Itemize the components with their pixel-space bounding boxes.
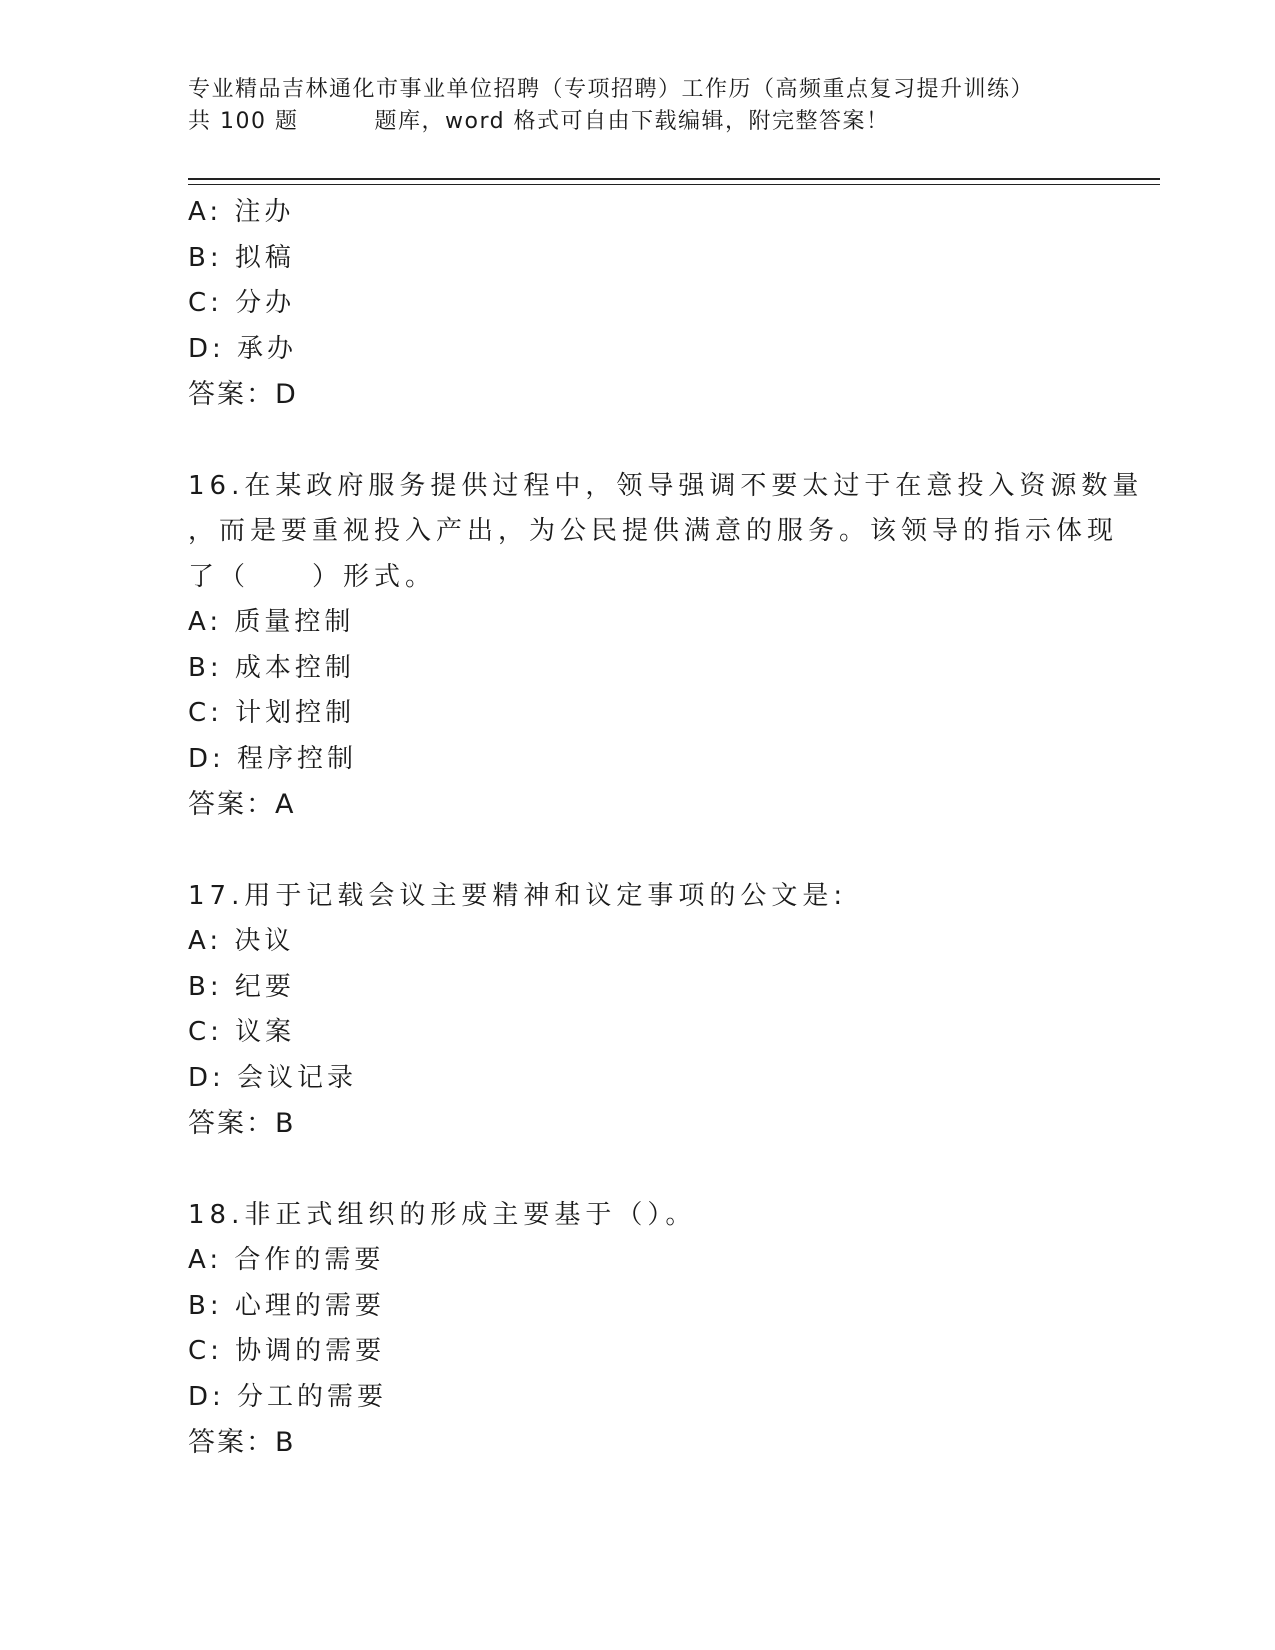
option-c: C: 计划控制 (188, 698, 356, 728)
option-d: D: 分工的需要 (188, 1381, 388, 1412)
document-content (188, 190, 1148, 1466)
question-stem (188, 464, 1148, 601)
answer-label: 答案： (188, 789, 275, 820)
header-subtitle-line (188, 106, 1148, 138)
answer-line (188, 372, 1148, 418)
question-stem (188, 874, 1148, 920)
question-count: 共 100 题 (188, 109, 299, 134)
question-16 (188, 464, 1148, 828)
option-a: A: 决议 (188, 926, 295, 956)
option-c: C: 协调的需要 (188, 1336, 386, 1366)
header-title-line: 专业精品吉林通化市事业单位招聘（专项招聘）工作历（高频重点复习提升训练） (188, 77, 1035, 102)
question-18 (188, 1193, 1148, 1466)
question-stem (188, 1193, 1148, 1239)
option-a: A: 注办 (188, 197, 295, 227)
option-c: C: 分办 (188, 288, 296, 318)
question-stem-line: 16.在某政府服务提供过程中，领导强调不要太过于在意投入资源数量 (188, 470, 1144, 501)
option-a: A: 质量控制 (188, 607, 355, 637)
answer-value: B (275, 1108, 296, 1139)
option-d: D: 会议记录 (188, 1062, 358, 1093)
header-divider-thick (188, 178, 1160, 180)
answer-value: A (275, 789, 296, 820)
question-stem-line: 17.用于记载会议主要精神和议定事项的公文是: (188, 880, 848, 911)
option-d: D: 承办 (188, 333, 298, 364)
option-c: C: 议案 (188, 1017, 296, 1047)
answer-line (188, 782, 1148, 828)
question-stem-line: 了（ ）形式。 (188, 561, 437, 592)
document-header (188, 74, 1148, 138)
question-15-continued (188, 190, 1148, 418)
answer-label: 答案： (188, 379, 275, 410)
answer-label: 答案： (188, 1427, 275, 1458)
question-17 (188, 874, 1148, 1147)
option-b: B: 成本控制 (188, 652, 355, 683)
option-b: B: 心理的需要 (188, 1290, 385, 1321)
answer-line (188, 1420, 1148, 1466)
answer-value: B (275, 1427, 296, 1458)
option-b: B: 纪要 (188, 971, 295, 1002)
option-a: A: 合作的需要 (188, 1245, 385, 1275)
header-description: 题库，word 格式可自由下载编辑，附完整答案！ (374, 109, 890, 134)
answer-line (188, 1101, 1148, 1147)
answer-value: D (275, 379, 298, 410)
question-stem-line: 18.非正式组织的形成主要基于（）。 (188, 1199, 697, 1230)
header-divider-thin (188, 184, 1160, 185)
question-stem-line: ，而是要重视投入产出，为公民提供满意的服务。该领导的指示体现 (188, 516, 1119, 546)
option-d: D: 程序控制 (188, 743, 358, 774)
option-b: B: 拟稿 (188, 242, 295, 273)
answer-label: 答案： (188, 1108, 275, 1139)
